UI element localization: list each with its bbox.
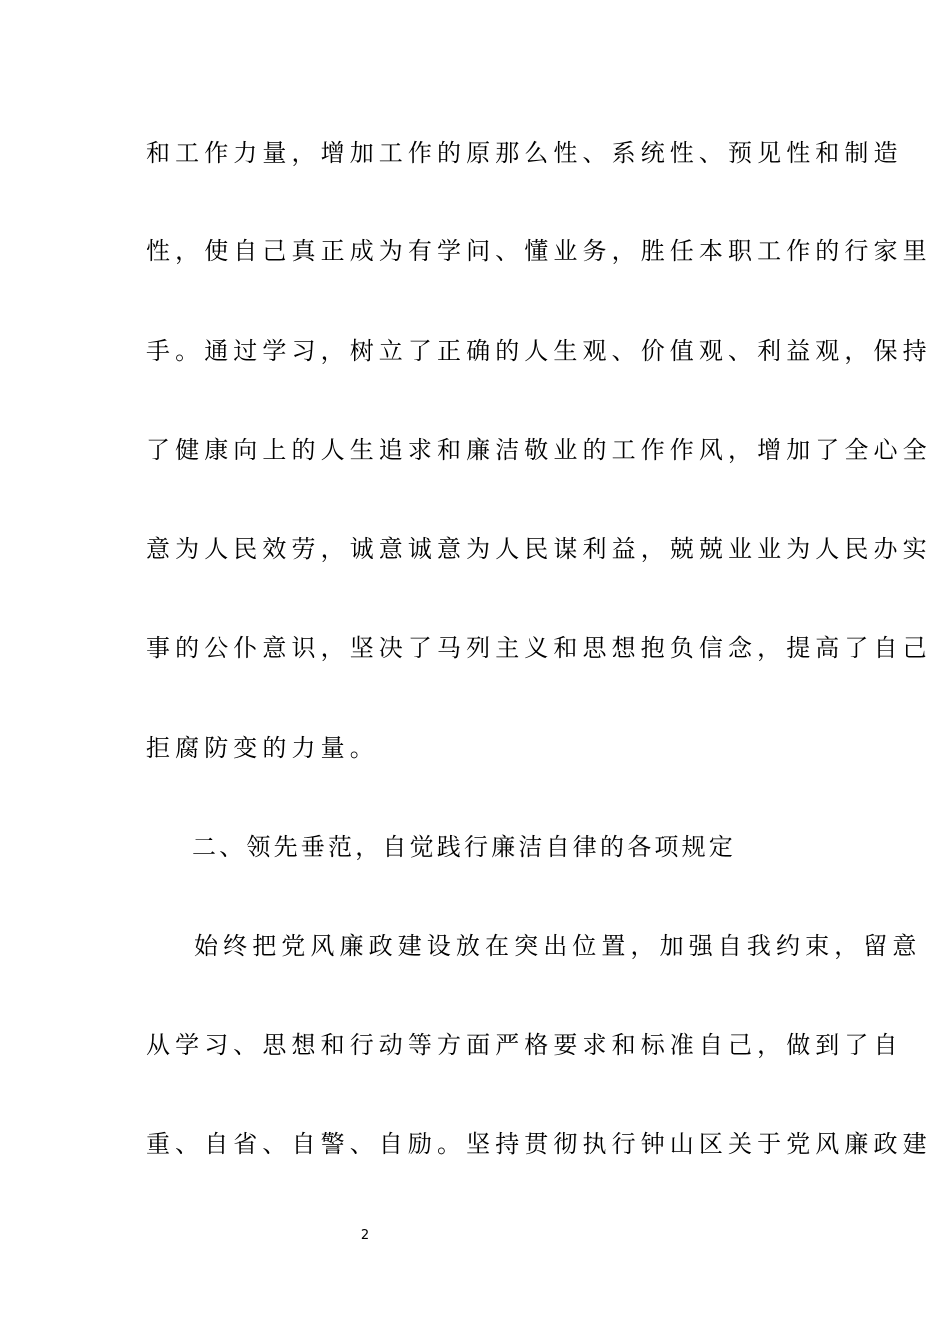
body-text-line: 拒腐防变的力量。 [146,734,379,762]
body-text-line: 事的公仆意识，坚决了马列主义和思想抱负信念，提高了自己 [146,634,932,662]
section-heading: 二、领先垂范，自觉践行廉洁自律的各项规定 [192,833,736,861]
body-text-line: 和工作力量，增加工作的原那么性、系统性、预见性和制造 [146,139,903,167]
body-text-line: 了健康向上的人生追求和廉洁敬业的工作作风，增加了全心全 [146,436,932,464]
body-text-line: 性，使自己真正成为有学问、懂业务，胜任本职工作的行家里 [146,237,932,265]
body-text-line: 重、自省、自警、自励。坚持贯彻执行钟山区关于党风廉政建 [146,1130,932,1158]
page-number: 2 [360,1228,370,1243]
body-text-line: 意为人民效劳，诚意诚意为人民谋利益，兢兢业业为人民办实 [146,535,932,563]
paragraph-first-line: 始终把党风廉政建设放在突出位置，加强自我约束，留意 [194,932,922,960]
body-text-line: 手。通过学习，树立了正确的人生观、价值观、利益观，保持 [146,337,932,365]
body-text-line: 从学习、思想和行动等方面严格要求和标准自己，做到了自 [146,1031,903,1059]
